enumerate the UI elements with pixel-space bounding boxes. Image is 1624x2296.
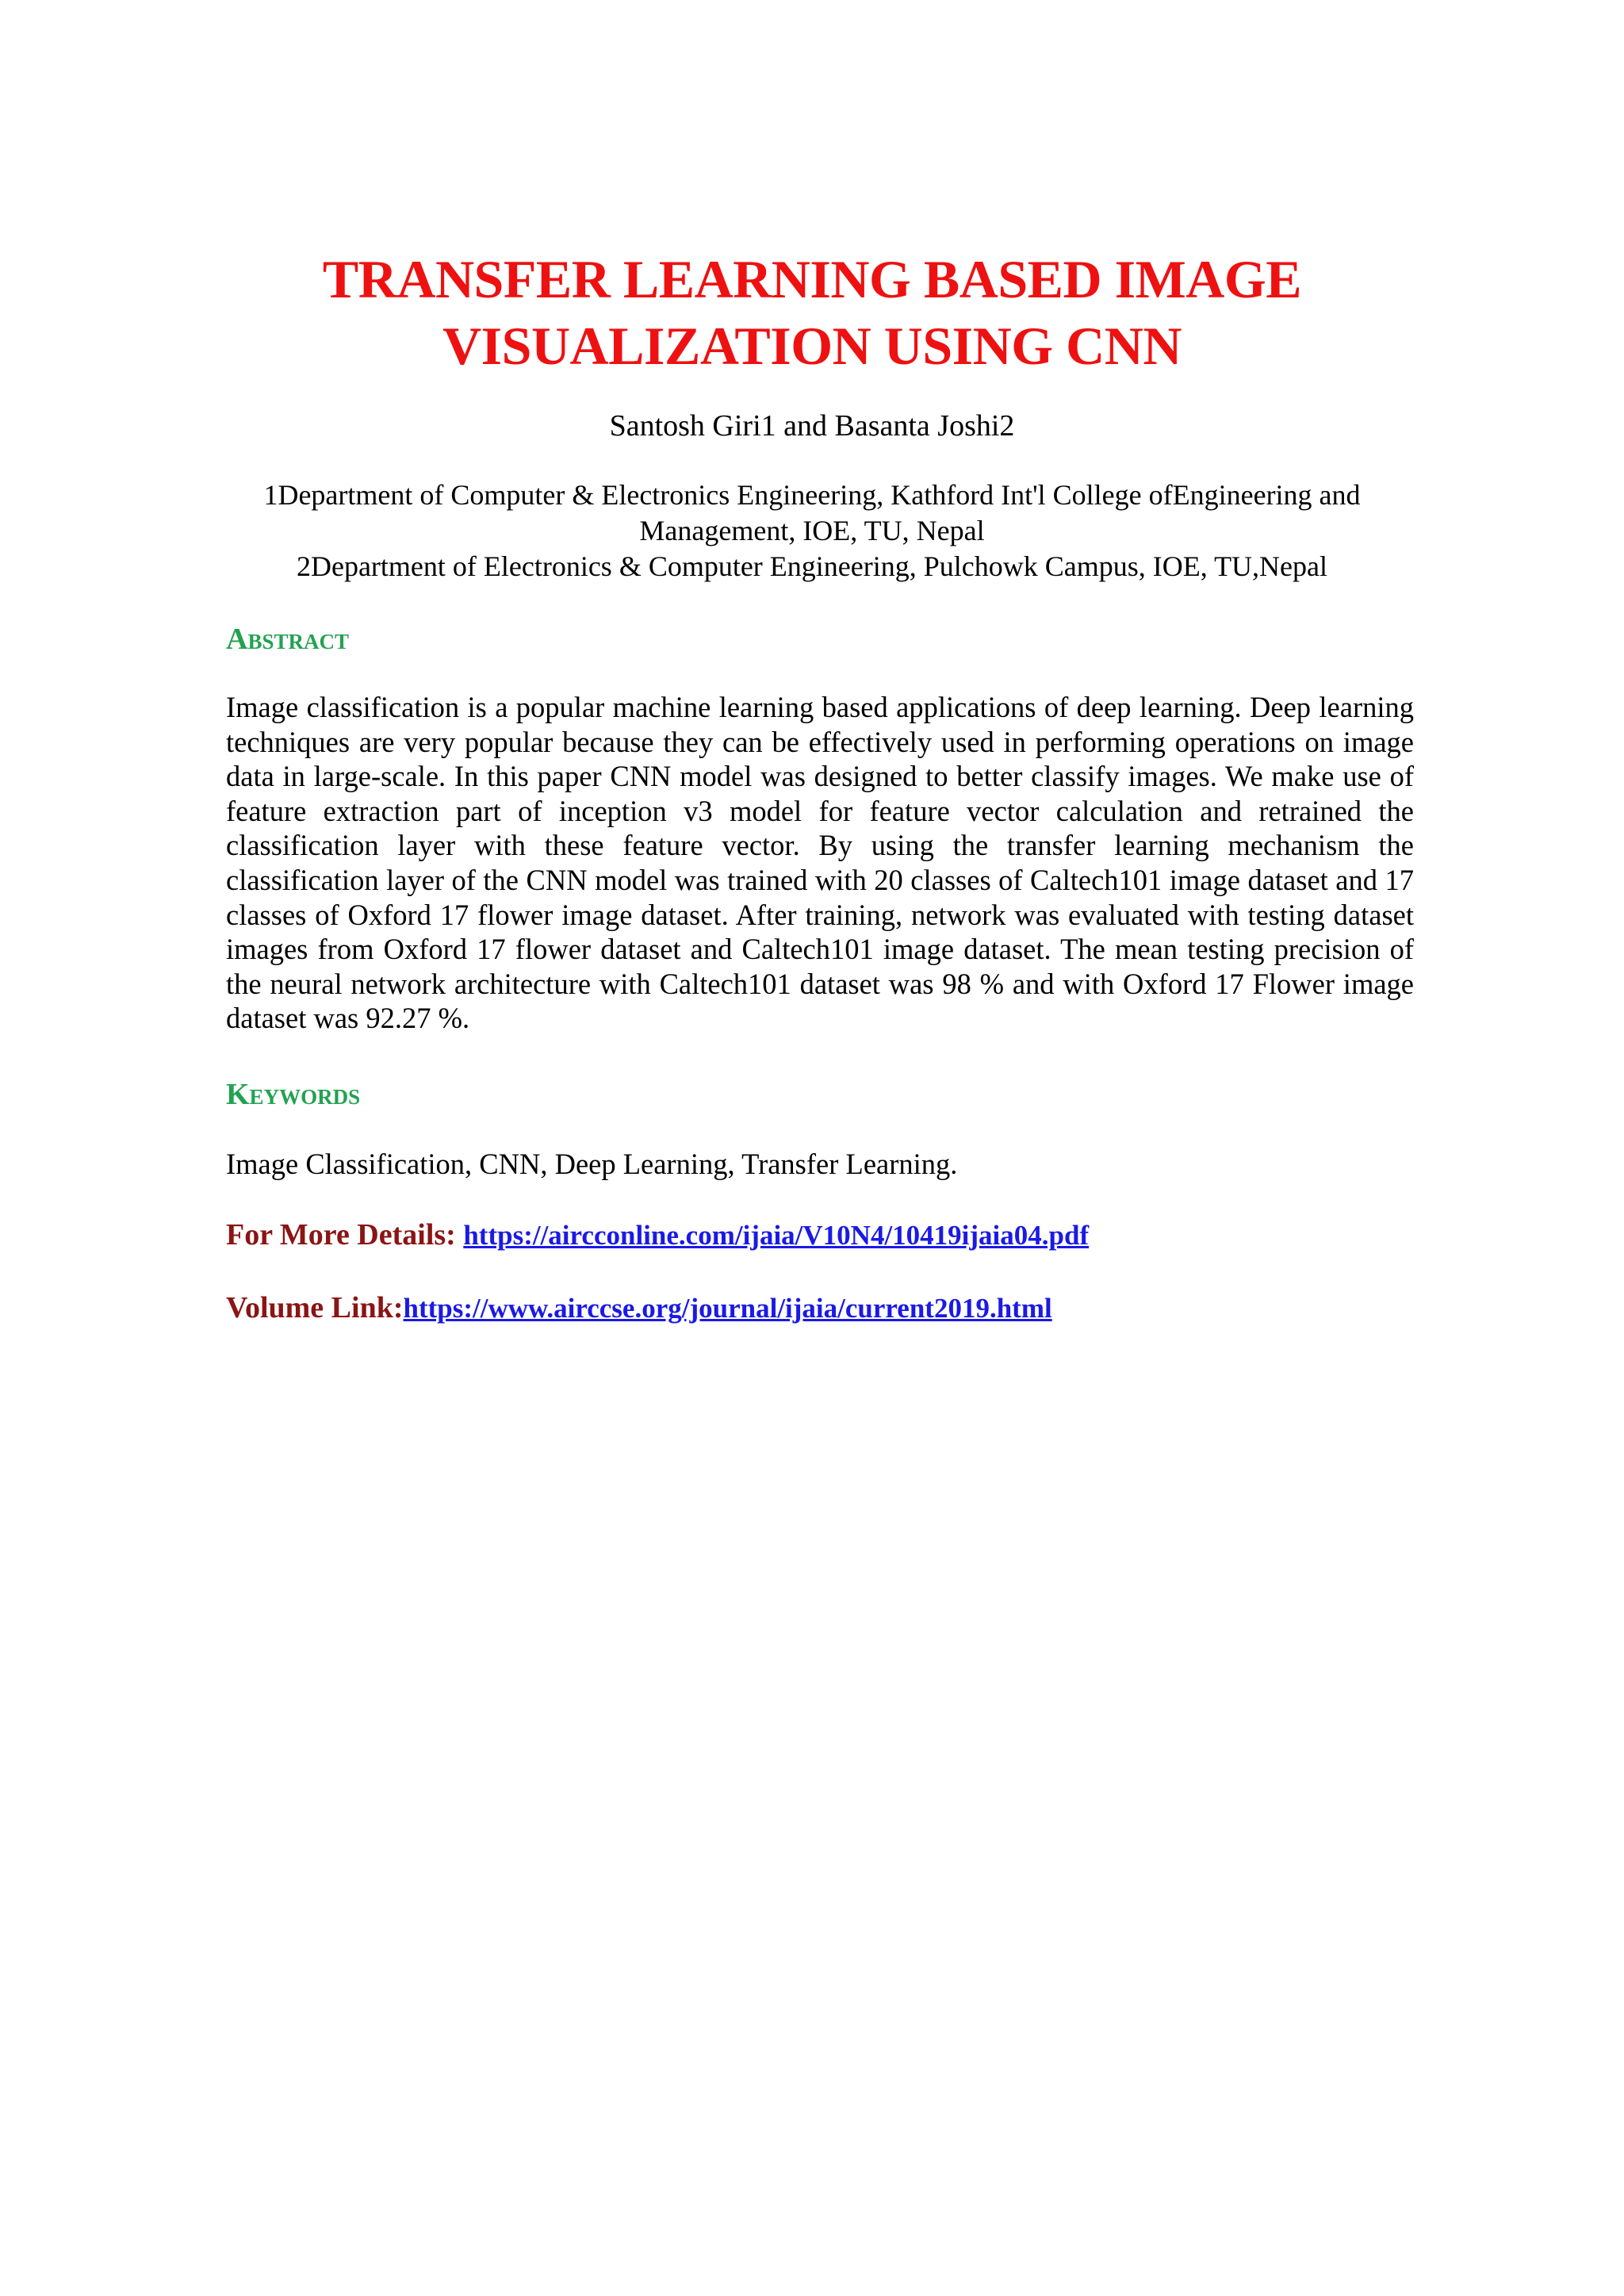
abstract-text: Image classification is a popular machine learning based applications of deep learning. Deep learning techniques are very popular because they can be effectively used in performing operations on image data in large-scale. In this paper CNN model was designed to better classify images. We make use of feature extraction part of inception v3 model for feature vector calculation and retrained the classification layer with these feature vector. By using the transfer learning mechanism the classification layer of the CNN model was trained with 20 classes of Caltech101 image dataset and 17 classes of Oxford 17 flower image dataset. After training, network was evaluated with testing dataset images from Oxford 17 flower dataset and Caltech101 image dataset. The mean testing precision of the neural network architecture with Caltech101 dataset was 98 % and with Oxford 17 Flower image dataset was 92.27 %. [226, 691, 1414, 1035]
volume-link[interactable]: https://www.airccse.org/journal/ijaia/current2019.html [403, 1293, 1052, 1324]
volume-link-label: Volume Link: [226, 1291, 404, 1324]
paper-title: TRANSFER LEARNING BASED IMAGE VISUALIZATION USING CNN [322, 249, 1302, 376]
more-details-link[interactable]: https://aircconline.com/ijaia/V10N4/10419ijaia04.pdf [463, 1220, 1090, 1251]
volume-link-line [226, 1290, 1495, 1327]
abstract-heading-text: Abstract [226, 623, 349, 656]
more-details-label: For More Details: [226, 1218, 456, 1251]
affiliation-2: 2Department of Electronics & Computer Engineering, Pulchowk Campus, IOE, TU,Nepal [296, 550, 1328, 582]
more-details-line [226, 1217, 1495, 1254]
abstract-heading [226, 622, 349, 657]
keywords-heading [226, 1077, 360, 1112]
paper-authors: Santosh Giri1 and Basanta Joshi2 [609, 409, 1015, 443]
affiliations [206, 477, 1418, 585]
keywords-text: Image Classification, CNN, Deep Learning, Transfer Learning. [226, 1148, 958, 1180]
affiliation-1: 1Department of Computer & Electronics Engineering, Kathford Int'l College ofEngineering and Management, IOE, TU, Nepal [263, 479, 1361, 546]
keywords-heading-text: Keywords [226, 1078, 361, 1111]
